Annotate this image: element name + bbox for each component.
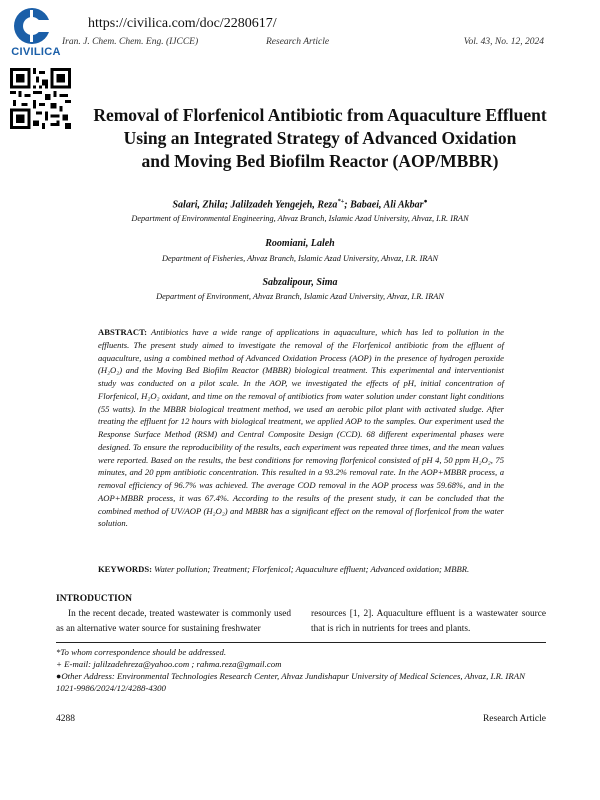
source-url[interactable]: https://civilica.com/doc/2280617/ <box>88 16 277 31</box>
abstract <box>98 326 504 530</box>
article-type-header: Research Article <box>266 37 330 47</box>
correspondence-note: *To whom correspondence should be addressed. <box>56 647 227 657</box>
author-names: Salari, Zhila; Jalilzadeh Yengejeh, Reza <box>172 199 338 211</box>
author-line-3: Sabzalipour, Sima <box>262 277 338 288</box>
corresponding-mark: *+ <box>337 198 345 205</box>
keywords-text: Water pollution; Treatment; Florfenicol; Aquaculture effluent; Advanced oxidation; MBBR. <box>154 564 470 574</box>
other-address-label: ●Other Address: <box>56 671 115 681</box>
email-note: + E-mail: jalilzadehreza@yahoo.com ; rahma.reza@gmail.com <box>56 659 282 669</box>
doi-note: 1021-9986/2024/12/4288-4300 <box>56 683 166 693</box>
introduction-heading: INTRODUCTION <box>56 594 133 604</box>
title-line: Removal of Florfenicol Antibiotic from Aquaculture Effluent <box>93 105 547 125</box>
civilica-logo[interactable] <box>8 6 61 58</box>
author-names-tail: ; Babaei, Ali Akbar <box>344 199 424 211</box>
other-address-note <box>56 671 546 682</box>
intro-column-1: In the recent decade, treated wastewater is commonly used as an alternative water source for sustaining freshwater <box>56 609 291 634</box>
affiliation-2: Department of Fisheries, Ahvaz Branch, Islamic Azad University, Ahvaz, I.R. IRAN <box>161 254 439 263</box>
abstract-text: Antibiotics have a wide range of applications in aquaculture, which has led to pollution in the effluents. The present study aimed to investigate the removal of the Florfenicol antibiotic from the effluent of aquaculture, using a combined method of Advanced Oxidation Process (AOP) in the presence of hydrogen peroxide (H₂O₂) and the Moving Bed Biofilm Reactor (MBBR) biological treatment. This experimental and interventionist study was conducted on a pilot scale. In the AOP, we investigated the effects of pH, initial concentration of Florfenicol, H₂O₂ oxidant, and time on the removal of antibiotics from water solution under constant light conditions (55 watts). In the MBBR biological treatment method, we used an aerobic pilot plant with activated sludge. After treating the effluent for 12 hours with biological treatment, we applied AOP to the samples. Our experiment used the Response Surface Method (RSM) and Central Composite Design (CCD). 68 different experimental phases were designed. To ensure the reproducibility of the results, each experiment was repeated three times, and the mean values were reported. Based on the results, the best conditions for removing florfenicol consisted of pH 4, 50 ppm H₂O₂, 75 minutes, and 20 ppm antibiotic concentration. This resulted in a 93.2% removal rate. In the AOP+MBBR process, a removal efficiency of 96.7% was achieved. The average COD removal in the AOP process was 59.68%, and in the AOP+MBBR process, it was 67.4%. According to the results of the present study, it can be concluded that the combined method of UV/AOP (H₂O₂) and MBBR has a significant effect on the removal of florfenicol from the water solution. <box>98 327 504 529</box>
author-line-1 <box>60 198 540 210</box>
keywords <box>98 564 508 574</box>
footer-article-type: Research Article <box>482 714 546 724</box>
civilica-logo-mark <box>8 6 56 46</box>
author-line-2: Roomiani, Laleh <box>265 238 335 249</box>
affiliation-1: Department of Environmental Engineering, Ahvaz Branch, Islamic Azad University, Ahvaz, I.R. IRAN <box>131 214 469 223</box>
abstract-label: ABSTRACT: <box>98 327 148 337</box>
journal-name: Iran. J. Chem. Chem. Eng. (IJCCE) <box>62 37 199 47</box>
title-line: Using an Integrated Strategy of Advanced Oxidation <box>123 128 517 148</box>
affiliation-3: Department of Environment, Ahvaz Branch, Islamic Azad University, Ahvaz, I.R. IRAN <box>156 292 444 301</box>
intro-column-2: resources [1, 2]. Aquaculture effluent is a wastewater source that is rich in nutrients for trees and plants. <box>311 609 546 634</box>
title-line: and Moving Bed Biofilm Reactor (AOP/MBBR) <box>141 151 499 171</box>
keywords-label: KEYWORDS: <box>98 564 152 574</box>
other-address-text: Environmental Technologies Research Center, Ahvaz Jundishapur University of Medical Sciences, Ahvaz, I.R. IRAN <box>117 671 525 681</box>
footnote-divider <box>56 642 546 643</box>
volume-info: Vol. 43, No. 12, 2024 <box>463 37 544 47</box>
page-number: 4288 <box>56 714 75 724</box>
other-address-mark: ● <box>423 198 428 205</box>
civilica-logo-text: CIVILICA <box>11 46 61 58</box>
paper-title <box>60 104 580 173</box>
